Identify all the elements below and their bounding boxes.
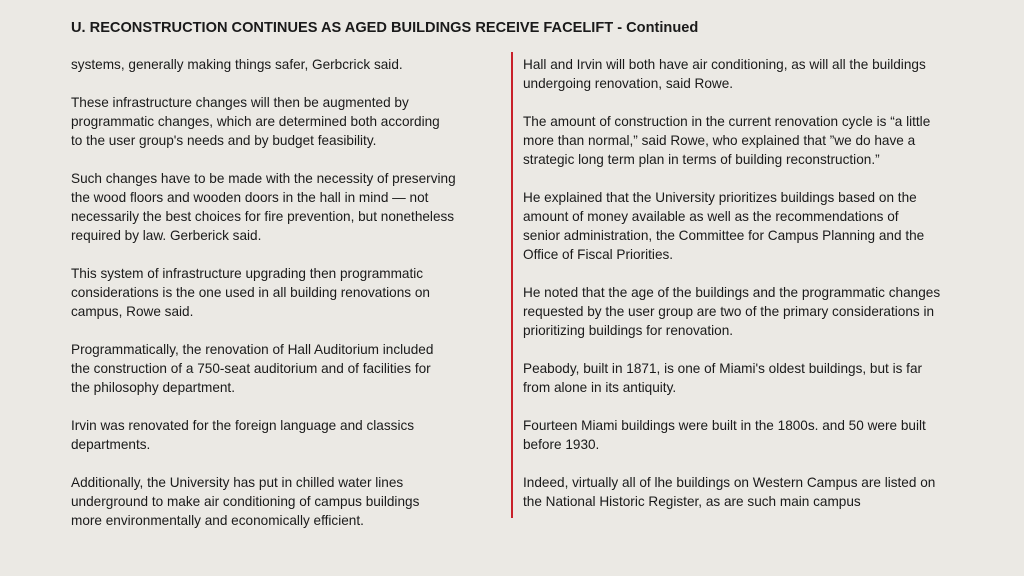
paragraph: Indeed, virtually all of lhe buildings on Western Campus are listed on the National Historic Register, as are such main campus (523, 475, 936, 509)
paragraph: These infrastructure changes will then be augmented by programmatic changes, which are determined both according to the user group's needs and by budget feasibility. (71, 95, 440, 148)
paragraph: He explained that the University prioritizes buildings based on the amount of money available as well as the recommendations of senior administration, the Committee for Campus Planning and the Office of Fiscal Priorities. (523, 190, 925, 262)
paragraph: Fourteen Miami buildings were built in the 1800s. and 50 were built before 1930. (523, 418, 926, 452)
page-title: U. RECONSTRUCTION CONTINUES AS AGED BUILDINGS RECEIVE FACELIFT - Continued (71, 20, 699, 36)
paragraph: He noted that the age of the buildings and the programmatic changes requested by the user group are two of the primary considerations in prioritizing buildings for renovation. (523, 285, 941, 338)
paragraph: Additionally, the University has put in chilled water lines underground to make air conditioning of campus buildings more environmentally and economically efficient. (71, 475, 420, 528)
right-column (523, 55, 993, 530)
paragraph: systems, generally making things safer, Gerbcrick said. (71, 57, 403, 72)
paragraph: Programmatically, the renovation of Hall Auditorium included the construction of a 750-seat auditorium and of facilities for the philosophy department. (71, 342, 434, 395)
paragraph: Irvin was renovated for the foreign language and classics departments. (71, 418, 415, 452)
left-column (71, 55, 501, 549)
paragraph: The amount of construction in the current renovation cycle is “a little more than normal,” said Rowe, who explained that ”we do have a strategic long term plan in terms of building reconstruction.” (523, 114, 931, 167)
paragraph: Such changes have to be made with the necessity of preserving the wood floors and wooden doors in the hall in mind — not necessarily the best choices for fire prevention, but nonetheless required by law. Gerberick said. (71, 171, 456, 243)
paragraph: Hall and Irvin will both have air conditioning, as will all the buildings undergoing renovation, said Rowe. (523, 57, 926, 91)
column-divider (511, 52, 513, 518)
paragraph: Peabody, built in 1871, is one of Miami's oldest buildings, but is far from alone in its antiquity. (523, 361, 923, 395)
paragraph: This system of infrastructure upgrading then programmatic considerations is the one used in all building renovations on campus, Rowe said. (71, 266, 430, 319)
